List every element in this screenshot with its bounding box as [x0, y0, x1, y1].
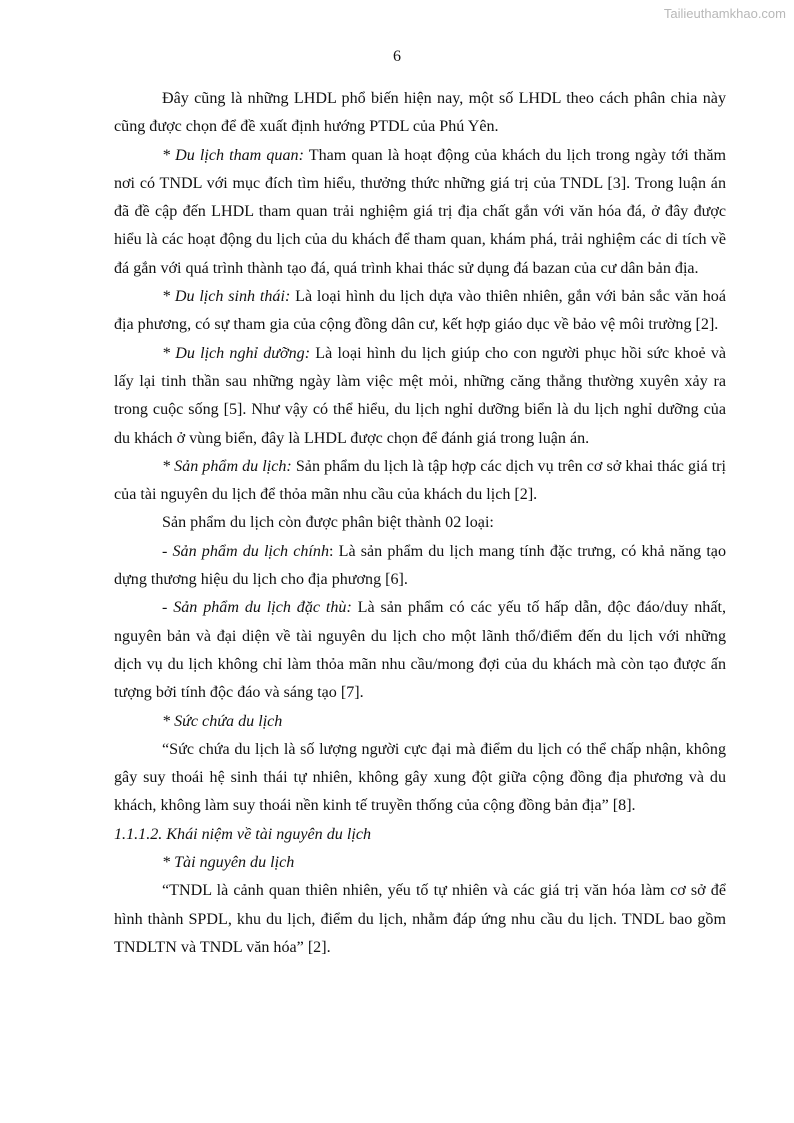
paragraph-du-lich-tham-quan: [114, 142, 726, 283]
paragraph-suc-chua-title: * Sức chứa du lịch: [162, 712, 283, 730]
definition-du-lich-sinh-thai: Là loại hình du lịch dựa vào thiên nhiên, gắn với bản sắc văn hoá địa phương, có sự tham gia của cộng đồng dân cư, kết hợp giáo dục về bảo vệ môi trường [2].: [114, 288, 726, 334]
term-san-pham-du-lich: * Sản phẩm du lịch:: [162, 457, 292, 475]
paragraph-tai-nguyen-title: * Tài nguyên du lịch: [162, 854, 295, 872]
paragraph-tai-nguyen-quote: “TNDL là cảnh quan thiên nhiên, yếu tố tự nhiên và các giá trị văn hóa làm cơ sở để hình thành SPDL, khu du lịch, điểm du lịch, nhằm đáp ứng nhu cầu du lịch. TNDL bao gồm TNDLTN và TNDL văn hóa” [2].: [114, 882, 726, 956]
definition-du-lich-nghi-duong: Là loại hình du lịch giúp cho con người phục hồi sức khoẻ và lấy lại tinh thần sau những ngày làm việc mệt mỏi, những căng thẳng thường xuyên xảy ra trong cuộc sống [5]. Như vậy có thể hiểu, du lịch nghỉ dưỡng biển là du lịch nghỉ dưỡng của du khách ở vùng biển, đây là LHDL được chọn để đánh giá trong luận án.: [114, 344, 727, 447]
paragraph-phan-loai: Sản phẩm du lịch còn được phân biệt thành 02 loại:: [162, 514, 494, 532]
paragraph-san-pham-du-lich: [114, 453, 726, 510]
page-number: 6: [393, 48, 401, 65]
term-san-pham-dac-thu: - Sản phẩm du lịch đặc thù:: [162, 599, 352, 617]
definition-san-pham-du-lich: Sản phẩm du lịch là tập hợp các dịch vụ trên cơ sở khai thác giá trị của tài nguyên du lịch để thỏa mãn nhu cầu của khách du lịch [2].: [114, 457, 726, 504]
paragraph-suc-chua-quote: “Sức chứa du lịch là số lượng người cực đại mà điểm du lịch có thể chấp nhận, không gây suy thoái hệ sinh thái tự nhiên, không gây xung đột giữa cộng đồng địa phương và du khách, không làm suy thoái nền kinh tế truyền thống của cộng đồng bản địa” [8].: [114, 740, 726, 815]
paragraph-du-lich-sinh-thai: [114, 283, 726, 340]
term-san-pham-chinh: - Sản phẩm du lịch chính: [162, 542, 329, 560]
definition-san-pham-chinh: : Là sản phẩm du lịch mang tính đặc trưng, có khả năng tạo dựng thương hiệu du lịch cho địa phương [6].: [114, 542, 726, 589]
term-du-lich-tham-quan: * Du lịch tham quan:: [162, 146, 304, 164]
definition-du-lich-tham-quan: Tham quan là hoạt động của khách du lịch trong ngày tới thăm nơi có TNDL với mục đích tìm hiểu, thưởng thức những giá trị của TNDL [3]. Trong luận án đã đề cập đến LHDL tham quan trải nghiệm giá trị địa chất gắn với văn hóa đá, ở đây được hiểu là các hoạt động du lịch của du khách để tham quan, khám phá, trải nghiệm các di tích về đá gắn với quá trình thành tạo đá, quá trình khai thác sử dụng đá bazan của cư dân bản địa.: [114, 146, 726, 277]
paragraph-san-pham-dac-thu: [114, 594, 726, 707]
document-body: [114, 85, 726, 962]
definition-san-pham-dac-thu: Là sản phẩm có các yếu tố hấp dẫn, độc đáo/duy nhất, nguyên bản và đại diện về tài nguyên du lịch cho một lãnh thổ/điểm đến du lịch với những dịch vụ du lịch không chỉ làm thỏa mãn nhu cầu/mong đợi của du khách mà còn tạo được ấn tượng bởi tính độc đáo và sáng tạo [7].: [114, 599, 726, 702]
term-du-lich-sinh-thai: * Du lịch sinh thái:: [162, 288, 291, 306]
section-heading: 1.1.1.2. Khái niệm về tài nguyên du lịch: [114, 825, 372, 843]
paragraph-intro: Đây cũng là những LHDL phổ biến hiện nay, một số LHDL theo cách phân chia này cũng được chọn để đề xuất định hướng PTDL của Phú Yên.: [114, 90, 726, 136]
term-du-lich-nghi-duong: * Du lịch nghỉ dưỡng:: [162, 344, 311, 362]
watermark: Tailieuthamkhao.com: [663, 6, 786, 21]
paragraph-san-pham-chinh: [114, 538, 726, 595]
paragraph-du-lich-nghi-duong: [114, 340, 726, 453]
